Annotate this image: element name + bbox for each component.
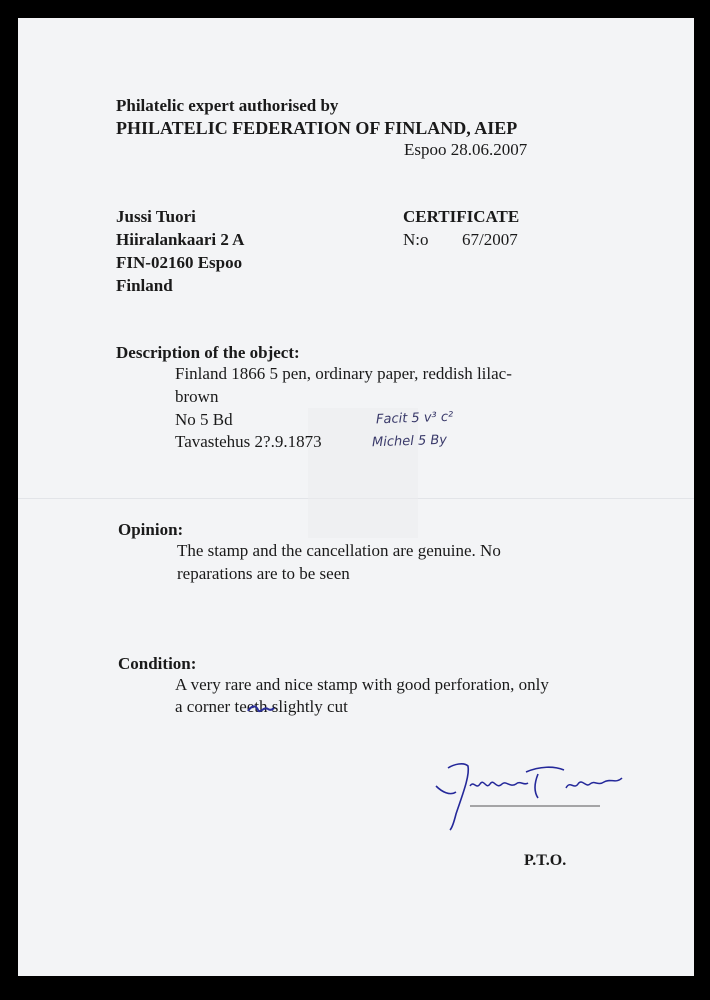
expert-postal: FIN-02160 Espoo bbox=[116, 253, 243, 272]
opinion-heading: Opinion: bbox=[118, 520, 184, 539]
header-authorised-by: Philatelic expert authorised by bbox=[116, 96, 339, 115]
pto-label: P.T.O. bbox=[524, 852, 567, 869]
show-through-mark bbox=[308, 408, 418, 538]
condition-line-2-start: a corner bbox=[175, 697, 235, 716]
header-place-date: Espoo 28.06.2007 bbox=[404, 140, 528, 159]
certificate-page bbox=[18, 18, 694, 976]
condition-heading: Condition: bbox=[118, 654, 197, 673]
handwritten-signature bbox=[430, 756, 660, 836]
description-line-4: Tavastehus 2?.9.1873 bbox=[175, 432, 322, 451]
condition-line-1: A very rare and nice stamp with good perforation, only bbox=[175, 675, 549, 694]
expert-name: Jussi Tuori bbox=[116, 207, 196, 226]
expert-country: Finland bbox=[116, 276, 173, 295]
expert-street: Hiiralankaari 2 A bbox=[116, 230, 245, 249]
certificate-number: 67/2007 bbox=[462, 230, 518, 249]
handwritten-michel-note: Michel 5 By bbox=[371, 432, 448, 451]
ink-correction-mark bbox=[246, 701, 276, 717]
opinion-line-2: reparations are to be seen bbox=[177, 564, 350, 583]
description-line-1: Finland 1866 5 pen, ordinary paper, reddish lilac- bbox=[175, 364, 512, 383]
header-federation: PHILATELIC FEDERATION OF FINLAND, AIEP bbox=[116, 118, 518, 138]
handwritten-facit-note: Facit 5 v³ c² bbox=[375, 409, 454, 428]
description-line-2: brown bbox=[175, 387, 219, 406]
condition-line-2-end: slightly cut bbox=[267, 697, 348, 716]
corrected-word: teeth bbox=[234, 697, 268, 716]
certificate-title: CERTIFICATE bbox=[403, 207, 520, 226]
description-heading: Description of the object: bbox=[116, 343, 300, 362]
certificate-number-label: N:o bbox=[403, 230, 429, 249]
opinion-line-1: The stamp and the cancellation are genuine. No bbox=[177, 541, 501, 560]
description-line-3: No 5 Bd bbox=[175, 410, 233, 429]
